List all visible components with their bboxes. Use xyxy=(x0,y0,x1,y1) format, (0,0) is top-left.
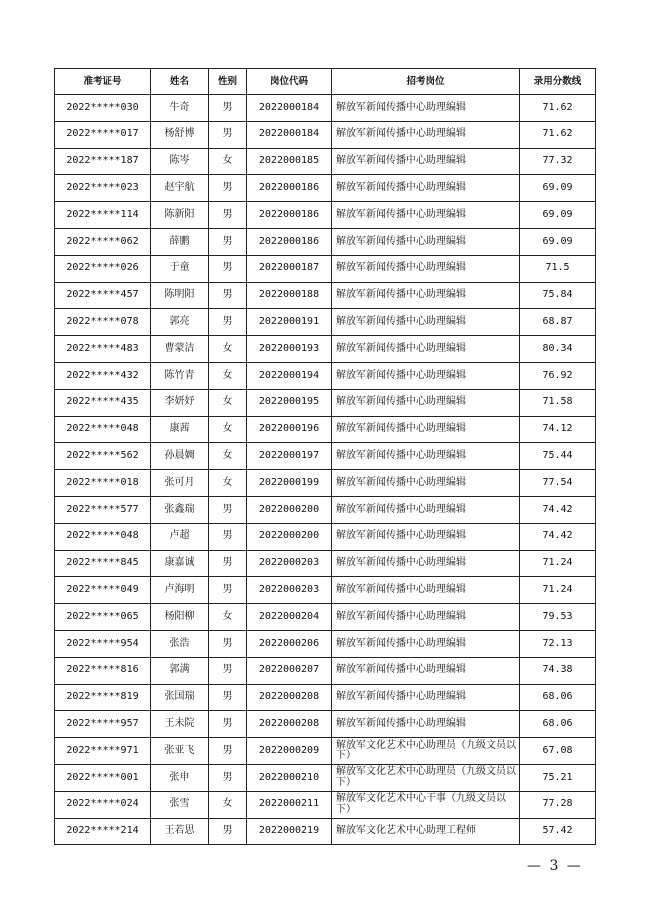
position-cell: 解放军新闻传播中心助理编辑 xyxy=(332,309,520,336)
position-code-cell: 2022000211 xyxy=(247,791,332,818)
position-cell: 解放军新闻传播中心助理编辑 xyxy=(332,711,520,738)
position-code-cell: 2022000200 xyxy=(247,496,332,523)
name-cell: 牛奇 xyxy=(151,95,209,122)
score-cell: 77.28 xyxy=(520,791,596,818)
score-cell: 57.42 xyxy=(520,818,596,845)
position-code-cell: 2022000191 xyxy=(247,309,332,336)
score-cell: 75.21 xyxy=(520,764,596,791)
table-row xyxy=(55,95,596,122)
table-row xyxy=(55,630,596,657)
position-code-cell: 2022000199 xyxy=(247,470,332,497)
position-code-cell: 2022000209 xyxy=(247,738,332,765)
position-code-cell: 2022000197 xyxy=(247,443,332,470)
gender-cell: 男 xyxy=(209,711,247,738)
exam-id-cell: 2022*****457 xyxy=(55,282,151,309)
exam-id-cell: 2022*****435 xyxy=(55,389,151,416)
name-cell: 陈明阳 xyxy=(151,282,209,309)
table-row xyxy=(55,604,596,631)
position-code-cell: 2022000186 xyxy=(247,202,332,229)
gender-cell: 男 xyxy=(209,496,247,523)
table-row xyxy=(55,175,596,202)
table-row xyxy=(55,336,596,363)
score-cell: 69.09 xyxy=(520,202,596,229)
gender-cell: 男 xyxy=(209,228,247,255)
gender-cell: 男 xyxy=(209,818,247,845)
gender-cell: 男 xyxy=(209,657,247,684)
exam-id-cell: 2022*****001 xyxy=(55,764,151,791)
exam-id-cell: 2022*****957 xyxy=(55,711,151,738)
gender-cell: 女 xyxy=(209,791,247,818)
gender-cell: 男 xyxy=(209,282,247,309)
gender-cell: 男 xyxy=(209,523,247,550)
table-row xyxy=(55,550,596,577)
gender-cell: 男 xyxy=(209,175,247,202)
name-cell: 康茜 xyxy=(151,416,209,443)
exam-id-cell: 2022*****562 xyxy=(55,443,151,470)
table-row xyxy=(55,416,596,443)
exam-id-cell: 2022*****049 xyxy=(55,577,151,604)
name-cell: 郭满 xyxy=(151,657,209,684)
gender-cell: 男 xyxy=(209,738,247,765)
gender-cell: 男 xyxy=(209,95,247,122)
position-cell: 解放军新闻传播中心助理编辑 xyxy=(332,496,520,523)
position-code-cell: 2022000184 xyxy=(247,95,332,122)
name-cell: 陈岑 xyxy=(151,148,209,175)
header-row xyxy=(55,69,596,95)
exam-id-cell: 2022*****017 xyxy=(55,121,151,148)
position-code-cell: 2022000200 xyxy=(247,523,332,550)
gender-cell: 男 xyxy=(209,577,247,604)
score-cell: 79.53 xyxy=(520,604,596,631)
table-row xyxy=(55,389,596,416)
table-row xyxy=(55,791,596,818)
name-cell: 薛鹏 xyxy=(151,228,209,255)
gender-cell: 男 xyxy=(209,630,247,657)
position-code-cell: 2022000185 xyxy=(247,148,332,175)
gender-cell: 女 xyxy=(209,416,247,443)
exam-id-cell: 2022*****577 xyxy=(55,496,151,523)
gender-cell: 男 xyxy=(209,202,247,229)
position-cell: 解放军新闻传播中心助理编辑 xyxy=(332,604,520,631)
score-cell: 71.58 xyxy=(520,389,596,416)
gender-cell: 男 xyxy=(209,684,247,711)
position-cell: 解放军新闻传播中心助理编辑 xyxy=(332,228,520,255)
table-row xyxy=(55,443,596,470)
position-code-cell: 2022000204 xyxy=(247,604,332,631)
score-cell: 77.54 xyxy=(520,470,596,497)
table-row xyxy=(55,496,596,523)
score-cell: 71.62 xyxy=(520,121,596,148)
table-body xyxy=(55,95,596,845)
name-cell: 王若思 xyxy=(151,818,209,845)
table-row xyxy=(55,309,596,336)
position-cell: 解放军新闻传播中心助理编辑 xyxy=(332,523,520,550)
table-row xyxy=(55,148,596,175)
position-cell: 解放军新闻传播中心助理编辑 xyxy=(332,470,520,497)
gender-cell: 女 xyxy=(209,443,247,470)
admission-score-table xyxy=(54,68,596,845)
name-cell: 康嘉诚 xyxy=(151,550,209,577)
exam-id-cell: 2022*****023 xyxy=(55,175,151,202)
exam-id-cell: 2022*****065 xyxy=(55,604,151,631)
name-cell: 卢海明 xyxy=(151,577,209,604)
name-cell: 李妍妤 xyxy=(151,389,209,416)
score-cell: 68.87 xyxy=(520,309,596,336)
exam-id-cell: 2022*****030 xyxy=(55,95,151,122)
table-row xyxy=(55,282,596,309)
score-cell: 80.34 xyxy=(520,336,596,363)
gender-cell: 男 xyxy=(209,550,247,577)
position-code-cell: 2022000206 xyxy=(247,630,332,657)
exam-id-cell: 2022*****819 xyxy=(55,684,151,711)
position-cell: 解放军新闻传播中心助理编辑 xyxy=(332,255,520,282)
exam-id-cell: 2022*****483 xyxy=(55,336,151,363)
position-code-cell: 2022000210 xyxy=(247,764,332,791)
position-code-cell: 2022000203 xyxy=(247,577,332,604)
header-name: 姓名 xyxy=(151,69,209,95)
exam-id-cell: 2022*****187 xyxy=(55,148,151,175)
score-cell: 76.92 xyxy=(520,362,596,389)
header-position: 招考岗位 xyxy=(332,69,520,95)
position-cell: 解放军新闻传播中心助理编辑 xyxy=(332,362,520,389)
table-row xyxy=(55,577,596,604)
score-cell: 69.09 xyxy=(520,228,596,255)
exam-id-cell: 2022*****114 xyxy=(55,202,151,229)
name-cell: 杨舒博 xyxy=(151,121,209,148)
position-cell: 解放军文化艺术中心助理员（九级文员以下） xyxy=(332,764,520,791)
score-cell: 74.42 xyxy=(520,523,596,550)
exam-id-cell: 2022*****026 xyxy=(55,255,151,282)
table-row xyxy=(55,255,596,282)
name-cell: 陈竹青 xyxy=(151,362,209,389)
position-code-cell: 2022000184 xyxy=(247,121,332,148)
gender-cell: 女 xyxy=(209,148,247,175)
table-row xyxy=(55,202,596,229)
position-cell: 解放军新闻传播中心助理编辑 xyxy=(332,121,520,148)
position-cell: 解放军新闻传播中心助理编辑 xyxy=(332,443,520,470)
position-cell: 解放军新闻传播中心助理编辑 xyxy=(332,416,520,443)
exam-id-cell: 2022*****214 xyxy=(55,818,151,845)
header-score-line: 录用分数线 xyxy=(520,69,596,95)
header-position-code: 岗位代码 xyxy=(247,69,332,95)
table-row xyxy=(55,684,596,711)
position-code-cell: 2022000196 xyxy=(247,416,332,443)
gender-cell: 女 xyxy=(209,362,247,389)
position-code-cell: 2022000208 xyxy=(247,711,332,738)
gender-cell: 男 xyxy=(209,255,247,282)
position-cell: 解放军新闻传播中心助理编辑 xyxy=(332,148,520,175)
table-row xyxy=(55,523,596,550)
gender-cell: 女 xyxy=(209,604,247,631)
position-cell: 解放军新闻传播中心助理编辑 xyxy=(332,657,520,684)
header-exam-id: 准考证号 xyxy=(55,69,151,95)
position-code-cell: 2022000188 xyxy=(247,282,332,309)
table-row xyxy=(55,738,596,765)
score-cell: 71.24 xyxy=(520,577,596,604)
exam-id-cell: 2022*****954 xyxy=(55,630,151,657)
position-cell: 解放军新闻传播中心助理编辑 xyxy=(332,336,520,363)
name-cell: 张雪 xyxy=(151,791,209,818)
name-cell: 张鑫瑞 xyxy=(151,496,209,523)
name-cell: 张可月 xyxy=(151,470,209,497)
position-code-cell: 2022000193 xyxy=(247,336,332,363)
exam-id-cell: 2022*****845 xyxy=(55,550,151,577)
score-cell: 67.08 xyxy=(520,738,596,765)
position-code-cell: 2022000194 xyxy=(247,362,332,389)
score-cell: 75.84 xyxy=(520,282,596,309)
position-code-cell: 2022000186 xyxy=(247,228,332,255)
exam-id-cell: 2022*****048 xyxy=(55,523,151,550)
name-cell: 孙晨婤 xyxy=(151,443,209,470)
position-code-cell: 2022000203 xyxy=(247,550,332,577)
table-row xyxy=(55,228,596,255)
position-cell: 解放军文化艺术中心助理员（九级文员以下） xyxy=(332,738,520,765)
gender-cell: 女 xyxy=(209,389,247,416)
position-code-cell: 2022000186 xyxy=(247,175,332,202)
score-cell: 71.62 xyxy=(520,95,596,122)
score-cell: 68.06 xyxy=(520,711,596,738)
exam-id-cell: 2022*****018 xyxy=(55,470,151,497)
name-cell: 杨阳柳 xyxy=(151,604,209,631)
position-cell: 解放军新闻传播中心助理编辑 xyxy=(332,95,520,122)
position-code-cell: 2022000187 xyxy=(247,255,332,282)
position-cell: 解放军新闻传播中心助理编辑 xyxy=(332,684,520,711)
exam-id-cell: 2022*****062 xyxy=(55,228,151,255)
page-number: — 3 — xyxy=(527,858,583,874)
position-cell: 解放军新闻传播中心助理编辑 xyxy=(332,202,520,229)
score-cell: 71.24 xyxy=(520,550,596,577)
score-cell: 74.42 xyxy=(520,496,596,523)
position-cell: 解放军新闻传播中心助理编辑 xyxy=(332,282,520,309)
table-row xyxy=(55,711,596,738)
name-cell: 郭亮 xyxy=(151,309,209,336)
gender-cell: 男 xyxy=(209,309,247,336)
gender-cell: 男 xyxy=(209,764,247,791)
table-row xyxy=(55,470,596,497)
score-cell: 75.44 xyxy=(520,443,596,470)
position-code-cell: 2022000207 xyxy=(247,657,332,684)
exam-id-cell: 2022*****971 xyxy=(55,738,151,765)
score-cell: 77.32 xyxy=(520,148,596,175)
name-cell: 王未院 xyxy=(151,711,209,738)
gender-cell: 男 xyxy=(209,121,247,148)
position-cell: 解放军新闻传播中心助理编辑 xyxy=(332,389,520,416)
table-row xyxy=(55,362,596,389)
score-cell: 68.06 xyxy=(520,684,596,711)
name-cell: 张国瑞 xyxy=(151,684,209,711)
position-cell: 解放军文化艺术中心干事（九级文员以下） xyxy=(332,791,520,818)
table-row xyxy=(55,818,596,845)
position-cell: 解放军新闻传播中心助理编辑 xyxy=(332,630,520,657)
position-cell: 解放军新闻传播中心助理编辑 xyxy=(332,175,520,202)
exam-id-cell: 2022*****078 xyxy=(55,309,151,336)
name-cell: 赵宇航 xyxy=(151,175,209,202)
table-row xyxy=(55,121,596,148)
table-header xyxy=(55,69,596,95)
gender-cell: 女 xyxy=(209,336,247,363)
position-cell: 解放军文化艺术中心助理工程师 xyxy=(332,818,520,845)
exam-id-cell: 2022*****432 xyxy=(55,362,151,389)
score-cell: 71.5 xyxy=(520,255,596,282)
table-row xyxy=(55,764,596,791)
name-cell: 曹蒙洁 xyxy=(151,336,209,363)
name-cell: 张申 xyxy=(151,764,209,791)
name-cell: 张浩 xyxy=(151,630,209,657)
position-code-cell: 2022000208 xyxy=(247,684,332,711)
name-cell: 卢超 xyxy=(151,523,209,550)
table-row xyxy=(55,657,596,684)
name-cell: 陈新阳 xyxy=(151,202,209,229)
exam-id-cell: 2022*****816 xyxy=(55,657,151,684)
position-cell: 解放军新闻传播中心助理编辑 xyxy=(332,577,520,604)
name-cell: 张亚飞 xyxy=(151,738,209,765)
position-code-cell: 2022000195 xyxy=(247,389,332,416)
gender-cell: 女 xyxy=(209,470,247,497)
score-cell: 72.13 xyxy=(520,630,596,657)
exam-id-cell: 2022*****024 xyxy=(55,791,151,818)
position-cell: 解放军新闻传播中心助理编辑 xyxy=(332,550,520,577)
exam-id-cell: 2022*****048 xyxy=(55,416,151,443)
score-cell: 74.12 xyxy=(520,416,596,443)
header-gender: 性别 xyxy=(209,69,247,95)
position-code-cell: 2022000219 xyxy=(247,818,332,845)
name-cell: 于童 xyxy=(151,255,209,282)
score-cell: 69.09 xyxy=(520,175,596,202)
score-cell: 74.38 xyxy=(520,657,596,684)
